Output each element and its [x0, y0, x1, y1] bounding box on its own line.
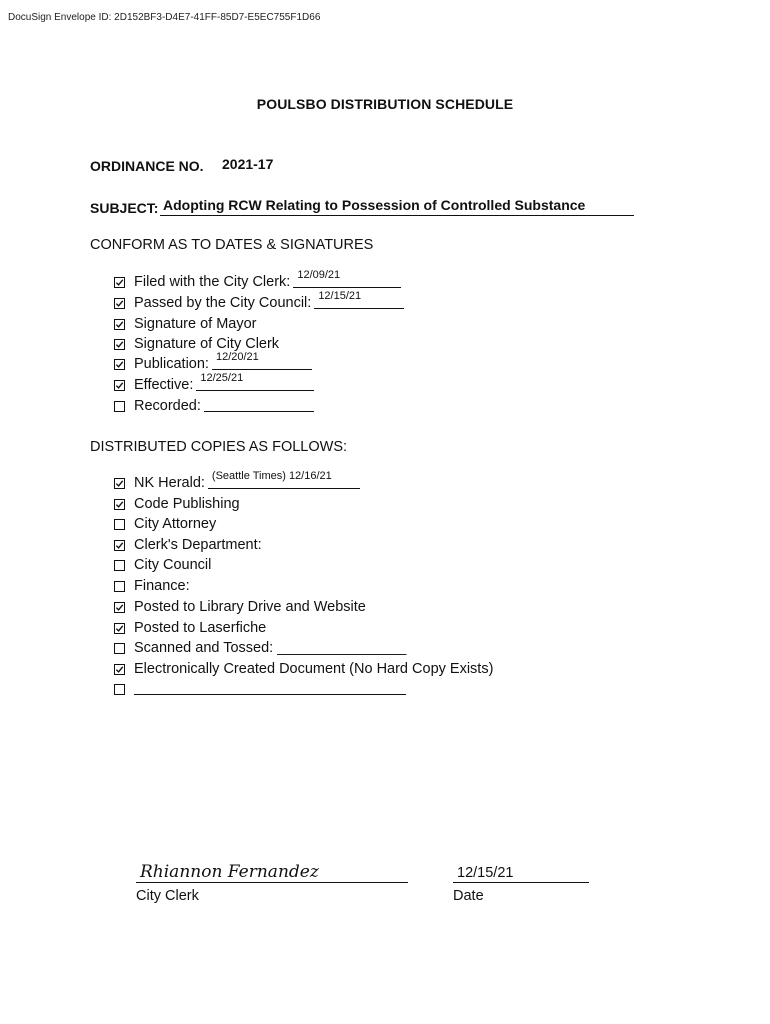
- checkbox-unchecked[interactable]: [114, 643, 125, 654]
- checkbox-checked[interactable]: [114, 339, 125, 350]
- date-field: [314, 289, 404, 309]
- conform-label: Effective:: [134, 377, 194, 393]
- distributed-item-city-council: [114, 555, 211, 575]
- document-title: POULSBO DISTRIBUTION SCHEDULE: [256, 96, 514, 112]
- distributed-label: Scanned and Tossed: ________________: [134, 640, 407, 656]
- distributed-item-blank: [114, 679, 406, 699]
- checkbox-checked[interactable]: [114, 298, 125, 309]
- checkbox-checked[interactable]: [114, 319, 125, 330]
- date-field: [293, 268, 401, 288]
- date-value: 12/25/21: [200, 371, 244, 384]
- signature-role: City Clerk: [136, 888, 199, 904]
- distributed-item-scanned-tossed: [114, 638, 406, 658]
- conform-label: Signature of City Clerk: [134, 336, 280, 352]
- checkbox-checked[interactable]: [114, 380, 125, 391]
- subject-field: [160, 197, 634, 216]
- distributed-item-code-publishing: [114, 494, 240, 514]
- date-value: 12/20/21: [215, 350, 259, 363]
- distributed-label: Electronically Created Document (No Hard Copy Exists): [134, 661, 494, 677]
- conform-label: Passed by the City Council:: [134, 295, 312, 311]
- distributed-label: Posted to Laserfiche: [134, 620, 267, 636]
- distributed-item-finance: [114, 576, 190, 596]
- distributed-item-nk-herald: [114, 469, 360, 493]
- conform-item-passed: [114, 289, 404, 313]
- conform-item-effective: [114, 371, 314, 395]
- checkbox-unchecked[interactable]: [114, 401, 125, 412]
- ordinance-number: 2021-17: [222, 156, 274, 172]
- distributed-item-electronic: [114, 659, 493, 679]
- conform-label: Signature of Mayor: [134, 316, 257, 332]
- subject-value: Adopting RCW Relating to Possession of Controlled Substance: [163, 197, 586, 213]
- signature: Rhiannon Fernandez: [140, 862, 319, 882]
- distributed-item-laserfiche: [114, 618, 266, 638]
- checkbox-checked[interactable]: [114, 359, 125, 370]
- distributed-label: City Attorney: [134, 516, 217, 532]
- herald-field: [208, 469, 360, 489]
- date-field: [212, 350, 312, 370]
- distributed-label: Clerk's Department:: [134, 537, 262, 553]
- conform-heading: CONFORM AS TO DATES & SIGNATURES: [90, 237, 374, 253]
- conform-label: Publication:: [134, 356, 209, 372]
- checkbox-checked[interactable]: [114, 499, 125, 510]
- blank-field: [134, 680, 406, 695]
- date-label: Date: [453, 888, 484, 904]
- date-value: 12/15/21: [318, 289, 362, 302]
- checkbox-checked[interactable]: [114, 602, 125, 613]
- distributed-label: Code Publishing: [134, 496, 240, 512]
- checkbox-unchecked[interactable]: [114, 560, 125, 571]
- date-field: [204, 397, 314, 412]
- conform-label: Recorded:: [134, 398, 201, 414]
- checkbox-checked[interactable]: [114, 478, 125, 489]
- conform-item-mayor: [114, 314, 257, 334]
- checkbox-checked[interactable]: [114, 623, 125, 634]
- checkbox-checked[interactable]: [114, 664, 125, 675]
- distributed-item-clerks-department: [114, 535, 262, 555]
- conform-item-recorded: [114, 396, 314, 416]
- subject-label: SUBJECT:: [90, 200, 159, 216]
- signature-date: 12/15/21: [457, 865, 514, 881]
- distributed-label: City Council: [134, 557, 212, 573]
- distributed-heading: DISTRIBUTED COPIES AS FOLLOWS:: [90, 439, 348, 455]
- checkbox-unchecked[interactable]: [114, 684, 125, 695]
- distributed-label: Finance:: [134, 578, 190, 594]
- checkbox-unchecked[interactable]: [114, 519, 125, 530]
- checkbox-unchecked[interactable]: [114, 581, 125, 592]
- date-value: 12/09/21: [297, 268, 341, 281]
- conform-label: Filed with the City Clerk:: [134, 274, 291, 290]
- envelope-id: DocuSign Envelope ID: 2D152BF3-D4E7-41FF-85D7-E5EC755F1D66: [8, 12, 321, 23]
- signature-line: [136, 882, 408, 883]
- checkbox-checked[interactable]: [114, 277, 125, 288]
- herald-value: (Seattle Times) 12/16/21: [211, 469, 332, 482]
- distributed-label: Posted to Library Drive and Website: [134, 599, 366, 615]
- distributed-item-library-website: [114, 597, 366, 617]
- checkbox-checked[interactable]: [114, 540, 125, 551]
- ordinance-label: ORDINANCE NO.: [90, 158, 204, 174]
- distributed-item-city-attorney: [114, 514, 216, 534]
- date-field: [196, 371, 314, 391]
- date-line: [453, 882, 589, 883]
- distributed-label: NK Herald:: [134, 475, 205, 491]
